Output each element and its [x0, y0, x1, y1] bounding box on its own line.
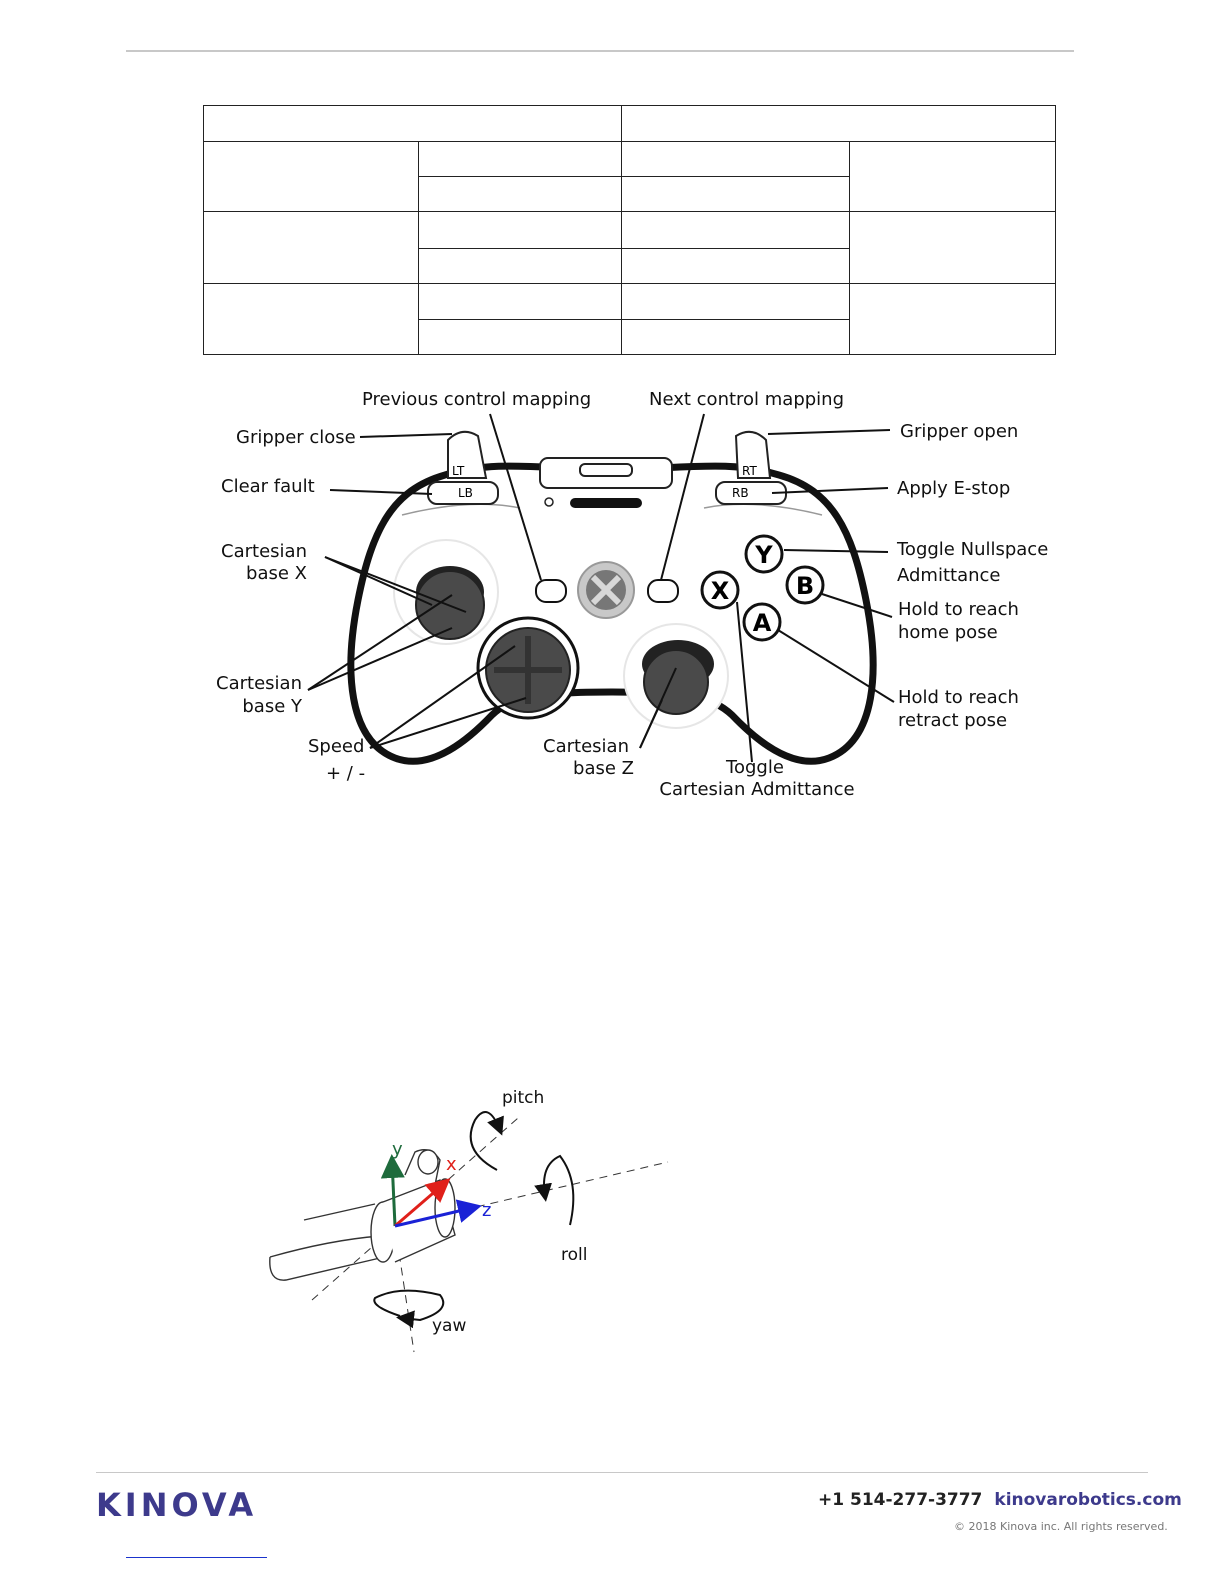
roll-label: roll	[561, 1245, 588, 1265]
footer-phone: +1 514-277-3777	[818, 1490, 983, 1510]
rt-label: RT	[742, 464, 757, 478]
label-apply-estop: Apply E-stop	[897, 478, 1011, 499]
robot-wrist	[270, 1150, 455, 1280]
z-axis-label: z	[482, 1200, 492, 1221]
yaw-label: yaw	[432, 1316, 467, 1336]
y-axis-label: y	[392, 1139, 403, 1160]
footer-website-link[interactable]: kinovarobotics.com	[994, 1490, 1182, 1510]
label-gripper-close: Gripper close	[236, 427, 356, 448]
x-axis-label: x	[446, 1154, 457, 1175]
label-cartesian-x-line2: base X	[246, 563, 307, 584]
label-cartesian-z-line2: base Z	[573, 758, 634, 779]
label-toggle-nullspace-line2: Admittance	[897, 565, 1001, 586]
label-gripper-open: Gripper open	[900, 421, 1019, 442]
label-toggle-cartesian-line2: Cartesian Admittance	[659, 779, 855, 800]
label-toggle-nullspace-line1: Toggle Nullspace	[897, 539, 1049, 560]
label-retract-pose-line1: Hold to reach	[898, 687, 1019, 708]
label-cartesian-y-line2: base Y	[242, 696, 302, 717]
dashed-axis-lines	[312, 1118, 668, 1352]
label-home-pose-line2: home pose	[898, 622, 998, 643]
label-speed-line1: Speed	[308, 736, 365, 757]
rb-label: RB	[732, 486, 749, 500]
label-toggle-cartesian-line1: Toggle	[726, 757, 784, 778]
footer-rule	[96, 1472, 1148, 1473]
label-next-mapping: Next control mapping	[649, 389, 845, 410]
label-clear-fault: Clear fault	[221, 476, 315, 497]
b-label: B	[795, 572, 815, 600]
x-label: X	[710, 577, 730, 605]
label-cartesian-z-line1: Cartesian	[543, 736, 629, 757]
pitch-arrow	[471, 1112, 500, 1170]
footer-link-underline[interactable]	[126, 1557, 267, 1558]
footer-contact	[818, 1490, 1182, 1510]
label-cartesian-y-line1: Cartesian	[216, 673, 302, 694]
label-home-pose-line1: Hold to reach	[898, 599, 1019, 620]
footer-copyright: © 2018 Kinova inc. All rights reserved.	[954, 1520, 1168, 1533]
pitch-label: pitch	[502, 1088, 545, 1108]
y-label: Y	[755, 541, 773, 569]
label-prev-mapping: Previous control mapping	[362, 389, 592, 410]
a-label: A	[752, 609, 772, 637]
label-speed-line2: + / -	[326, 763, 366, 784]
lt-label: LT	[452, 464, 465, 478]
kinova-logo: KINOVA	[96, 1486, 258, 1524]
label-cartesian-x-line1: Cartesian	[221, 541, 307, 562]
label-retract-pose-line2: retract pose	[898, 710, 1008, 731]
lb-label: LB	[458, 486, 473, 500]
